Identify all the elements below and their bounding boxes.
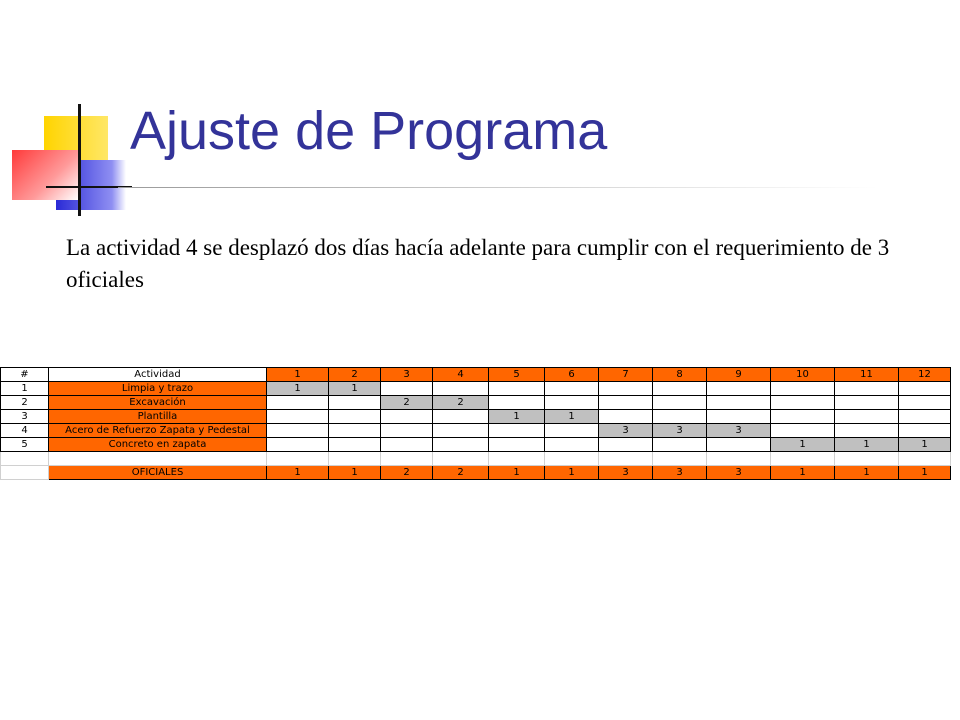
scheduled-cell: 1 xyxy=(835,438,899,452)
empty-cell xyxy=(599,396,653,410)
scheduled-cell: 3 xyxy=(653,424,707,438)
empty-cell xyxy=(599,382,653,396)
header-day-cell: 2 xyxy=(329,368,381,382)
empty-cell xyxy=(267,396,329,410)
scheduled-cell: 3 xyxy=(599,424,653,438)
activity-row xyxy=(1,438,951,452)
empty-cell xyxy=(899,410,951,424)
scheduled-cell: 1 xyxy=(489,410,545,424)
activity-name-cell: Concreto en zapata xyxy=(49,438,267,452)
spacer-cell xyxy=(899,452,951,466)
schedule-table xyxy=(0,367,951,480)
spacer-cell xyxy=(707,452,771,466)
empty-cell xyxy=(707,410,771,424)
totals-value-cell: 3 xyxy=(599,466,653,480)
activity-name-cell: Acero de Refuerzo Zapata y Pedestal xyxy=(49,424,267,438)
empty-cell xyxy=(899,424,951,438)
empty-cell xyxy=(771,410,835,424)
empty-cell xyxy=(381,382,433,396)
spacer-cell xyxy=(545,452,599,466)
title-underline xyxy=(118,187,878,188)
empty-cell xyxy=(267,410,329,424)
empty-cell xyxy=(381,410,433,424)
empty-cell xyxy=(599,438,653,452)
header-day-cell: 11 xyxy=(835,368,899,382)
activity-number-cell: 2 xyxy=(1,396,49,410)
activity-number-cell: 5 xyxy=(1,438,49,452)
scheduled-cell: 1 xyxy=(899,438,951,452)
totals-value-cell: 1 xyxy=(489,466,545,480)
scheduled-cell: 1 xyxy=(771,438,835,452)
empty-cell xyxy=(433,438,489,452)
activity-name-cell: Excavación xyxy=(49,396,267,410)
scheduled-cell: 2 xyxy=(381,396,433,410)
empty-cell xyxy=(489,396,545,410)
totals-value-cell: 3 xyxy=(707,466,771,480)
empty-cell xyxy=(835,410,899,424)
spacer-cell xyxy=(329,452,381,466)
activity-row xyxy=(1,424,951,438)
empty-cell xyxy=(653,438,707,452)
empty-cell xyxy=(329,438,381,452)
empty-cell xyxy=(433,424,489,438)
logo-vertical-line xyxy=(78,104,81,216)
header-day-cell: 9 xyxy=(707,368,771,382)
empty-cell xyxy=(433,382,489,396)
empty-cell xyxy=(545,382,599,396)
header-day-cell: 4 xyxy=(433,368,489,382)
totals-value-cell: 1 xyxy=(267,466,329,480)
empty-cell xyxy=(489,438,545,452)
empty-cell xyxy=(489,382,545,396)
slide-title: Ajuste de Programa xyxy=(130,101,608,161)
totals-value-cell: 1 xyxy=(899,466,951,480)
empty-cell xyxy=(707,382,771,396)
empty-cell xyxy=(545,396,599,410)
empty-cell xyxy=(835,424,899,438)
header-day-cell: 5 xyxy=(489,368,545,382)
empty-cell xyxy=(707,396,771,410)
scheduled-cell: 1 xyxy=(545,410,599,424)
header-number-cell: # xyxy=(1,368,49,382)
activity-name-cell: Limpia y trazo xyxy=(49,382,267,396)
empty-cell xyxy=(267,438,329,452)
header-day-cell: 12 xyxy=(899,368,951,382)
totals-value-cell: 2 xyxy=(433,466,489,480)
header-day-cell: 3 xyxy=(381,368,433,382)
totals-number-cell xyxy=(1,466,49,480)
activity-row xyxy=(1,410,951,424)
empty-cell xyxy=(771,382,835,396)
activity-number-cell: 3 xyxy=(1,410,49,424)
spacer-cell xyxy=(599,452,653,466)
header-day-cell: 7 xyxy=(599,368,653,382)
spacer-cell xyxy=(653,452,707,466)
empty-cell xyxy=(835,382,899,396)
scheduled-cell: 1 xyxy=(329,382,381,396)
spacer-row xyxy=(1,452,951,466)
empty-cell xyxy=(771,396,835,410)
spacer-cell xyxy=(489,452,545,466)
empty-cell xyxy=(653,382,707,396)
empty-cell xyxy=(329,424,381,438)
scheduled-cell: 2 xyxy=(433,396,489,410)
empty-cell xyxy=(381,424,433,438)
activity-name-cell: Plantilla xyxy=(49,410,267,424)
empty-cell xyxy=(267,424,329,438)
totals-label-cell: OFICIALES xyxy=(49,466,267,480)
empty-cell xyxy=(489,424,545,438)
logo-red-square xyxy=(12,150,78,200)
totals-value-cell: 1 xyxy=(771,466,835,480)
activity-row xyxy=(1,396,951,410)
spacer-cell xyxy=(835,452,899,466)
activity-number-cell: 4 xyxy=(1,424,49,438)
totals-value-cell: 1 xyxy=(835,466,899,480)
empty-cell xyxy=(653,410,707,424)
empty-cell xyxy=(599,410,653,424)
empty-cell xyxy=(835,396,899,410)
activity-number-cell: 1 xyxy=(1,382,49,396)
empty-cell xyxy=(329,396,381,410)
spacer-cell xyxy=(771,452,835,466)
empty-cell xyxy=(329,410,381,424)
header-day-cell: 1 xyxy=(267,368,329,382)
spacer-cell xyxy=(267,452,329,466)
totals-value-cell: 2 xyxy=(381,466,433,480)
empty-cell xyxy=(545,438,599,452)
spacer-cell xyxy=(49,452,267,466)
activity-row xyxy=(1,382,951,396)
spacer-cell xyxy=(433,452,489,466)
empty-cell xyxy=(653,396,707,410)
empty-cell xyxy=(707,438,771,452)
totals-value-cell: 1 xyxy=(329,466,381,480)
spacer-cell xyxy=(1,452,49,466)
scheduled-cell: 1 xyxy=(267,382,329,396)
header-day-cell: 6 xyxy=(545,368,599,382)
empty-cell xyxy=(381,438,433,452)
header-day-cell: 10 xyxy=(771,368,835,382)
header-day-cell: 8 xyxy=(653,368,707,382)
totals-value-cell: 3 xyxy=(653,466,707,480)
empty-cell xyxy=(899,396,951,410)
totals-row xyxy=(1,466,951,480)
empty-cell xyxy=(899,382,951,396)
spacer-cell xyxy=(381,452,433,466)
scheduled-cell: 3 xyxy=(707,424,771,438)
totals-value-cell: 1 xyxy=(545,466,599,480)
empty-cell xyxy=(545,424,599,438)
empty-cell xyxy=(433,410,489,424)
header-row xyxy=(1,368,951,382)
empty-cell xyxy=(771,424,835,438)
slide-subtitle: La actividad 4 se desplazó dos días hacía adelante para cumplir con el requerimiento de 3 oficiales xyxy=(66,235,890,292)
header-activity-cell: Actividad xyxy=(49,368,267,382)
